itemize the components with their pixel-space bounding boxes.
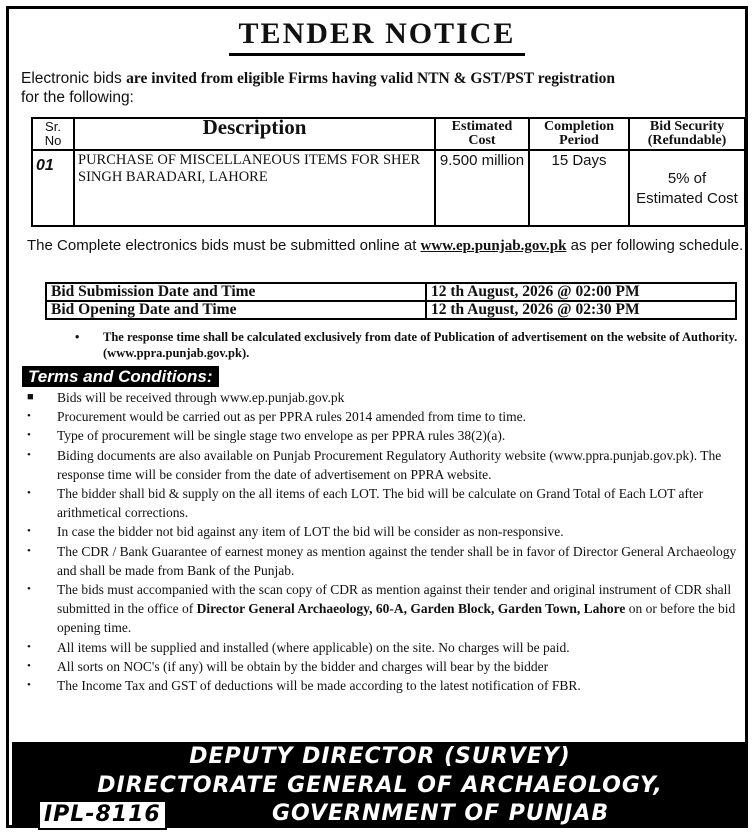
row-cost: 9.500 million <box>435 150 529 226</box>
bullet-icon: • <box>27 583 31 596</box>
header-security: Bid Security (Refundable) <box>629 118 745 150</box>
list-item <box>21 522 751 541</box>
list-item <box>21 676 751 695</box>
term-text: The Income Tax and GST of deductions will be made according to the latest notification of FBR. <box>57 678 581 694</box>
header-description: Description <box>74 118 435 150</box>
term-text: All sorts on NOC's (if any) will be obtain by the bidder and charges will bear by the bidder <box>57 658 549 674</box>
term-text: The CDR / Bank Guarantee of earnest money as mention against the tender shall be in favor of Director General Archaeology and shall be made from Bank of the Punjab. <box>57 543 737 578</box>
note-bullet: • <box>75 330 80 344</box>
header-period: Completion Period <box>529 118 629 150</box>
intro-text <box>21 69 736 107</box>
opening-value: 12 th August, 2026 @ 02:30 PM <box>426 301 736 319</box>
list-item <box>21 638 751 657</box>
opening-label: Bid Opening Date and Time <box>46 301 426 319</box>
schedule-table <box>45 282 737 320</box>
bullet-icon: • <box>27 487 31 500</box>
list-item <box>21 446 751 484</box>
footer-line2: DIRECTORATE GENERAL OF ARCHAEOLOGY, <box>97 773 663 798</box>
header-sr: Sr. No <box>32 118 74 150</box>
header-cost: Estimated Cost <box>435 118 529 150</box>
bullet-icon: • <box>27 448 31 461</box>
terms-list <box>21 388 751 695</box>
bullet-icon: ■ <box>27 391 34 403</box>
term-text: Bids will be received through www.ep.punjab.gov.pk <box>57 390 345 405</box>
bullet-icon: • <box>27 429 31 442</box>
intro-part2: are invited from eligible Firms having valid NTN & GST/PST registration <box>126 70 615 87</box>
list-item <box>21 484 751 522</box>
list-item <box>21 426 751 445</box>
footer-line1: DEPUTY DIRECTOR (SURVEY) <box>189 744 571 769</box>
footer-banner <box>12 742 748 828</box>
footer-line3: GOVERNMENT OF PUNJAB <box>272 801 610 826</box>
ipl-code-badge: IPL-8116 <box>38 800 167 830</box>
bullet-icon: • <box>27 659 31 672</box>
term-text: Procurement would be carried out as per PPRA rules 2014 amended from time to time. <box>57 409 527 425</box>
note-text: The response time shall be calculated exclusively from date of Publication of advertisement on the website of Authority. (www.ppra.punjab.gov.pk). <box>103 330 738 360</box>
tender-table-header <box>32 118 745 150</box>
table-row <box>46 283 736 301</box>
row-security: 5% of Estimated Cost <box>629 150 745 226</box>
term-text: In case the bidder not bid against any item of LOT the bid will be consider as non-responsive. <box>57 524 564 540</box>
list-item <box>21 407 751 426</box>
row-period: 15 Days <box>529 150 629 226</box>
page-title: TENDER NOTICE <box>229 15 526 56</box>
list-item <box>21 542 751 580</box>
term-text: The bids must accompanied with the scan copy of CDR as mention against their tender and original instrument of CDR shall submitted in the office of <box>57 582 732 617</box>
submission-value: 12 th August, 2026 @ 02:00 PM <box>426 283 736 301</box>
term-text: Type of procurement will be single stage two envelope as per PPRA rules 38(2)(a). <box>57 428 506 444</box>
tender-notice-frame <box>6 6 748 828</box>
intro-part3: for the following: <box>21 89 134 106</box>
schedule-text <box>27 237 747 255</box>
list-item <box>21 388 751 407</box>
tender-table <box>31 117 746 227</box>
submission-label: Bid Submission Date and Time <box>46 283 426 301</box>
bullet-icon: • <box>27 640 31 653</box>
intro-part1: Electronic bids <box>21 70 127 87</box>
response-time-note <box>77 329 752 361</box>
terms-heading: Terms and Conditions: <box>22 366 219 387</box>
term-office-address: Director General Archaeology, 60-A, Garden Block, Garden Town, Lahore <box>196 601 626 617</box>
schedule-text-before: The Complete electronics bids must be submitted online at <box>27 237 421 254</box>
list-item <box>21 657 751 676</box>
row-sr: 01 <box>32 150 74 226</box>
schedule-url-link[interactable]: www.ep.punjab.gov.pk <box>420 238 567 254</box>
title-wrap <box>9 15 745 56</box>
term-text: The bidder shall bid & supply on the all items of each LOT. The bid will be calculate on Grand Total of Each LOT after arithmetical corrections. <box>57 486 704 521</box>
table-row <box>46 301 736 319</box>
term-text: Biding documents are also available on Punjab Procurement Regulatory Authority website (www.ppra.punjab.gov.pk). The response time will be consider from the date of advertisement on PPRA website. <box>57 447 722 482</box>
bullet-icon: • <box>27 410 31 423</box>
list-item <box>21 580 751 638</box>
bullet-icon: • <box>27 525 31 538</box>
term-text-tail: on or before the bid opening time. <box>57 601 736 636</box>
bullet-icon: • <box>27 544 31 557</box>
bullet-icon: • <box>27 679 31 692</box>
row-description: PURCHASE OF MISCELLANEOUS ITEMS FOR SHER SINGH BARADARI, LAHORE <box>74 150 435 226</box>
term-text: All items will be supplied and installed (where applicable) on the site. No charges will be paid. <box>57 639 570 655</box>
table-row <box>32 150 745 226</box>
schedule-text-after: as per following schedule. <box>566 237 744 254</box>
